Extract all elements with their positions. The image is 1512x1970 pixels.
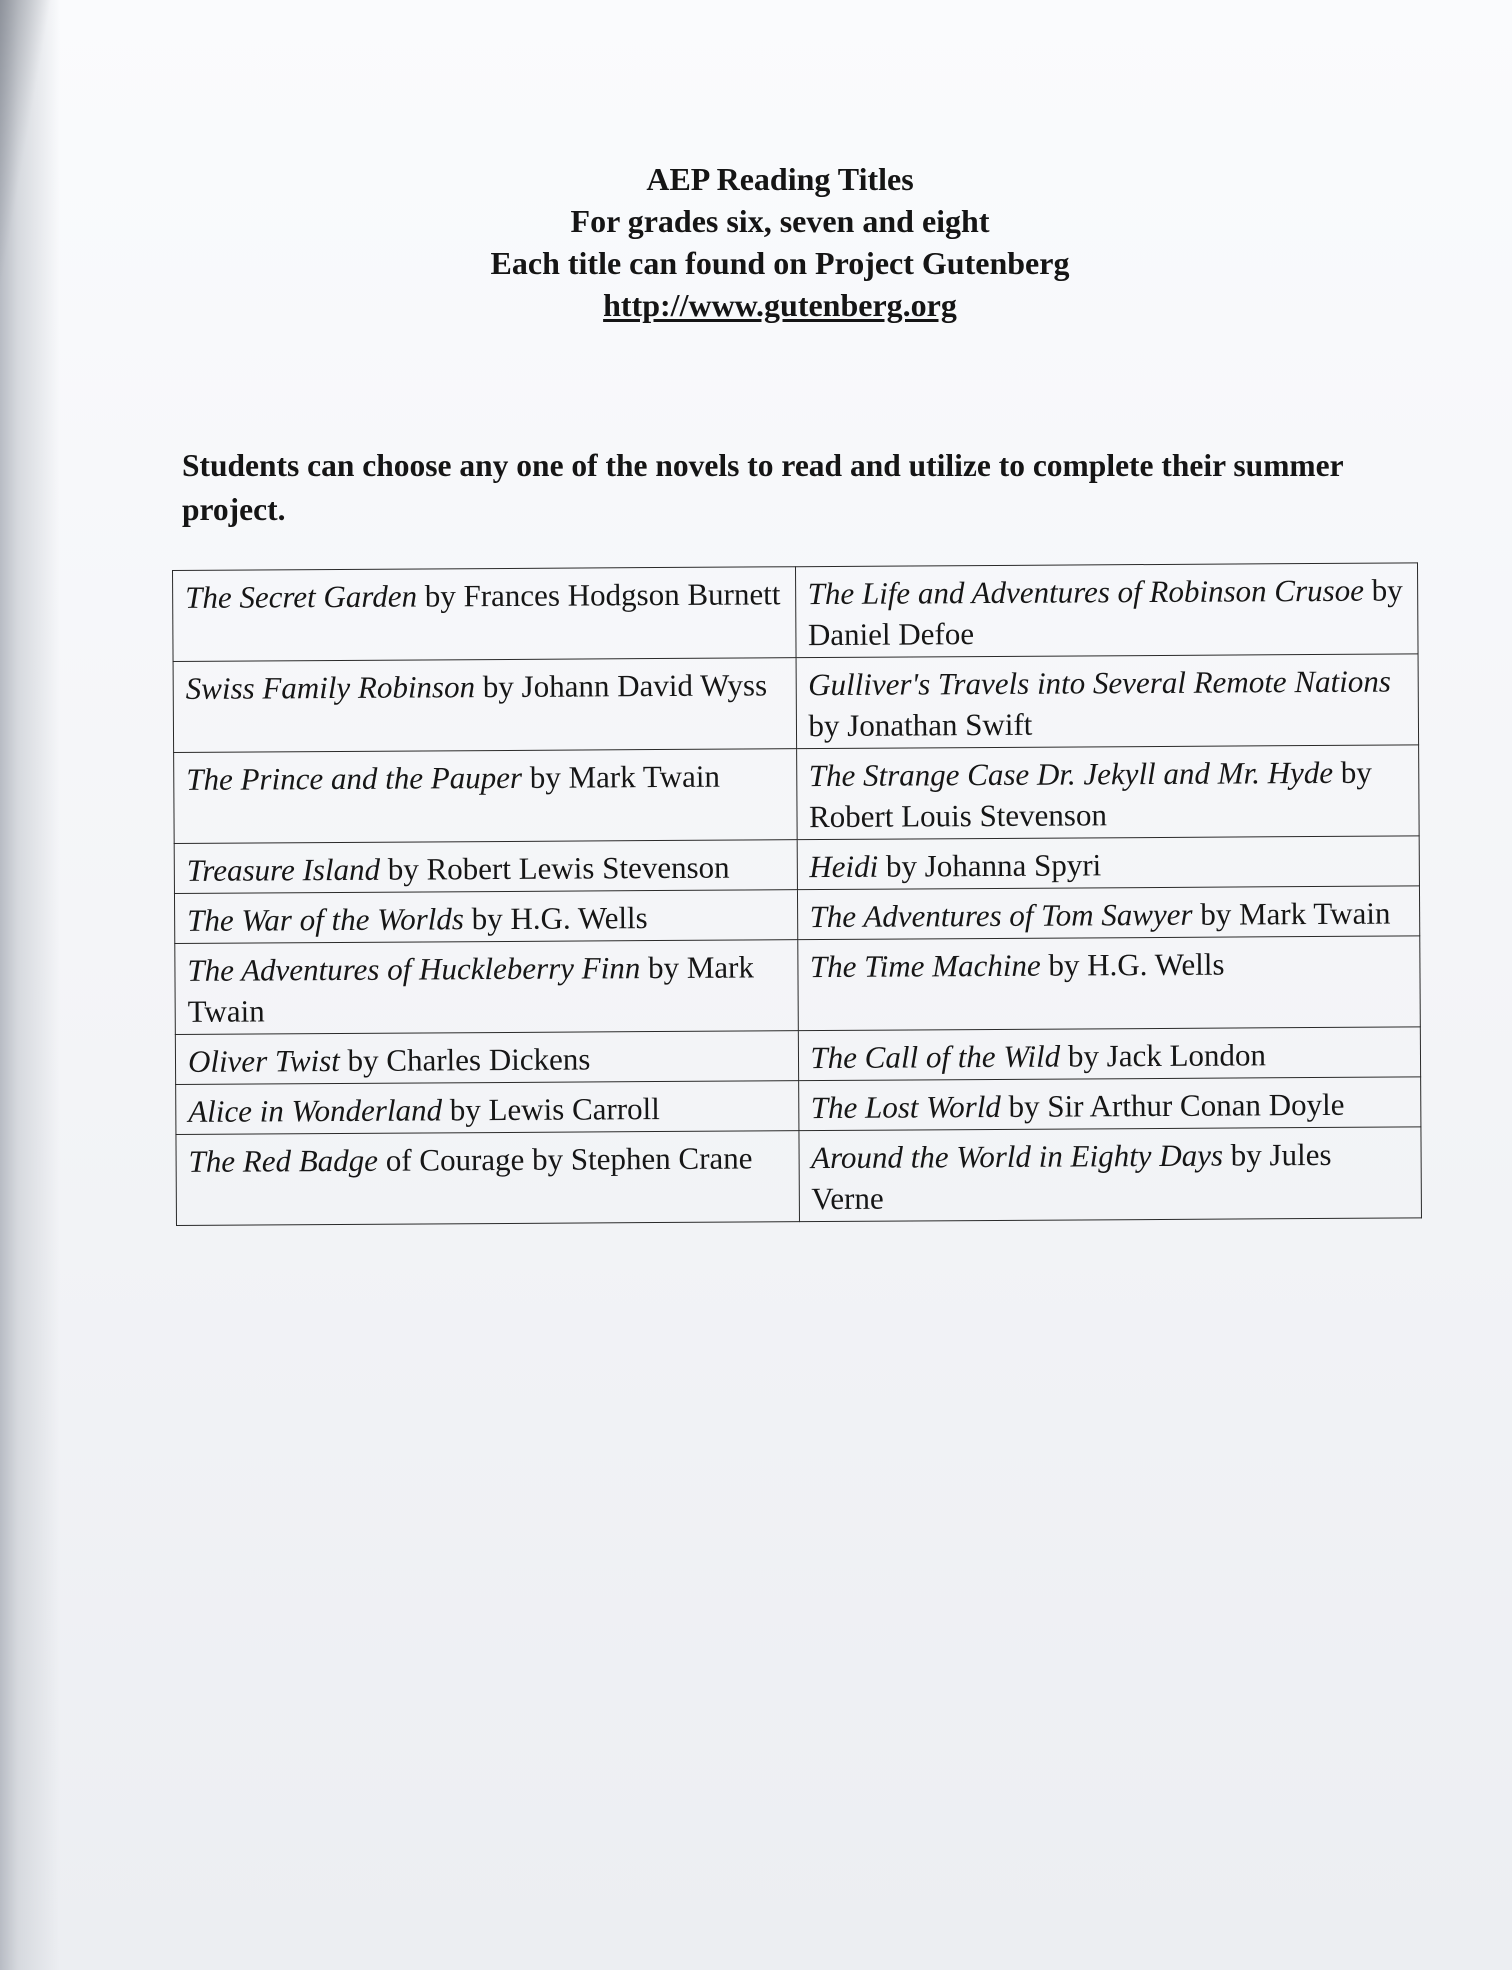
- book-cell-left: [173, 658, 796, 753]
- book-author: by Jules Verne: [811, 1136, 1332, 1217]
- book-cell-right: [798, 1127, 1421, 1222]
- book-title: The Adventures of Tom Sawyer: [809, 896, 1193, 935]
- book-cell-right: [798, 1077, 1421, 1131]
- book-title: Heidi: [809, 848, 879, 885]
- book-cell-left: [174, 749, 797, 844]
- book-cell-right: [796, 654, 1419, 749]
- book-author: by Jack London: [1060, 1037, 1267, 1074]
- table-row: [174, 836, 1419, 894]
- book-author: by Lewis Carroll: [441, 1091, 660, 1128]
- book-title: Around the World in Eighty Days: [810, 1137, 1224, 1176]
- page-fold-shadow: [0, 0, 80, 1970]
- book-cell-right: [798, 1027, 1421, 1081]
- book-cell-left: [176, 1131, 799, 1226]
- book-author: by Sir Arthur Conan Doyle: [1000, 1086, 1345, 1124]
- book-title: The Call of the Wild: [810, 1038, 1061, 1076]
- book-cell-left: [174, 890, 797, 944]
- document-title: AEP Reading Titles: [646, 161, 914, 197]
- book-title: Alice in Wonderland: [188, 1092, 443, 1129]
- book-cell-left: [175, 940, 798, 1035]
- grades-subtitle: For grades six, seven and eight: [570, 203, 990, 239]
- book-author: by Mark Twain: [1192, 895, 1391, 932]
- table-row: [173, 563, 1419, 662]
- book-cell-right: [797, 886, 1420, 940]
- book-author: of Courage by Stephen Crane: [377, 1140, 753, 1178]
- reading-titles-table-body: [173, 563, 1422, 1226]
- book-cell-right: [797, 836, 1420, 890]
- book-author: by Mark Twain: [521, 758, 721, 795]
- book-author: by Robert Lewis Stevenson: [379, 849, 730, 887]
- book-cell-right: [795, 563, 1418, 658]
- book-title: The Lost World: [810, 1088, 1001, 1126]
- book-author: by Frances Hodgson Burnett: [416, 576, 781, 614]
- book-title: The Life and Adventures of Robinson Crusoe: [807, 572, 1365, 612]
- book-author: by Jonathan Swift: [808, 706, 1033, 744]
- book-title: The Red Badge: [188, 1142, 379, 1179]
- book-cell-left: [174, 840, 797, 894]
- gutenberg-link[interactable]: http://www.gutenberg.org: [603, 287, 957, 323]
- book-title: The Adventures of Huckleberry Finn: [187, 950, 641, 988]
- table-row: [173, 654, 1419, 753]
- instructions-paragraph: Students can choose any one of the novels to read and utilize to complete their summer project.: [182, 448, 1344, 527]
- reading-titles-table: [172, 562, 1422, 1226]
- book-author: by Johanna Spyri: [878, 847, 1102, 884]
- book-title: The Time Machine: [809, 947, 1041, 985]
- table-row: [176, 1077, 1421, 1135]
- book-title: Swiss Family Robinson: [185, 669, 476, 706]
- document-header: [320, 158, 1240, 326]
- book-cell-left: [175, 1031, 798, 1085]
- table-row: [174, 886, 1419, 944]
- book-author: by Charles Dickens: [339, 1041, 591, 1078]
- book-cell-right: [796, 745, 1419, 840]
- book-title: Gulliver's Travels into Several Remote Nations: [808, 663, 1391, 703]
- book-author: by Daniel Defoe: [807, 572, 1403, 653]
- book-cell-right: [797, 936, 1420, 1031]
- book-author: by Robert Louis Stevenson: [808, 754, 1372, 835]
- book-title: The Secret Garden: [185, 578, 418, 615]
- book-author: by Johann David Wyss: [474, 667, 768, 705]
- book-cell-left: [173, 567, 796, 662]
- book-title: The Strange Case Dr. Jekyll and Mr. Hyde: [808, 754, 1334, 794]
- book-author: by H.G. Wells: [1040, 946, 1225, 983]
- table-row: [175, 1027, 1420, 1085]
- book-author: by H.G. Wells: [463, 900, 648, 937]
- source-subtitle: Each title can found on Project Gutenberg: [490, 245, 1070, 281]
- book-cell-left: [176, 1081, 799, 1135]
- table-row: [174, 745, 1420, 844]
- book-title: The Prince and the Pauper: [186, 759, 523, 797]
- book-title: Treasure Island: [186, 851, 381, 888]
- book-title: The War of the Worlds: [187, 901, 464, 938]
- table-row: [175, 936, 1421, 1035]
- book-title: Oliver Twist: [187, 1042, 340, 1079]
- table-row: [176, 1127, 1422, 1226]
- book-author: by Mark Twain: [187, 949, 755, 1029]
